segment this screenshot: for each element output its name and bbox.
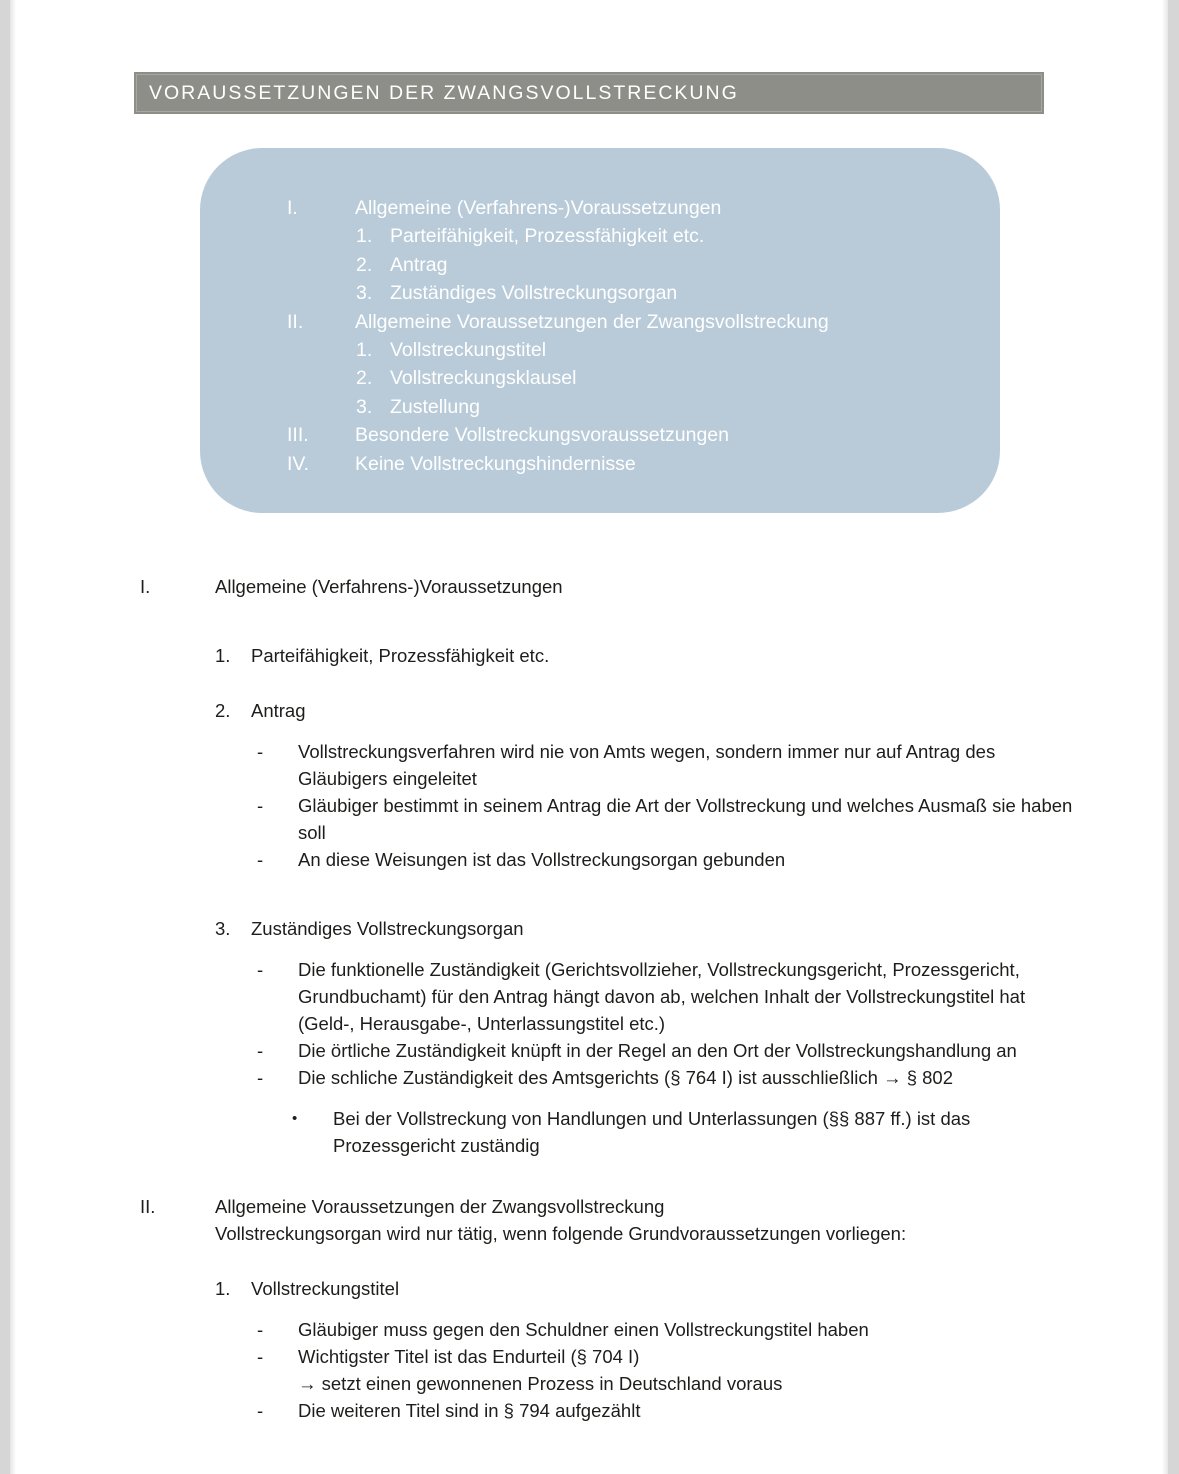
subsection-title: Zuständiges Vollstreckungsorgan <box>251 918 524 939</box>
outline-item-label: Allgemeine Voraussetzungen der Zwangsvollstreckung <box>355 310 829 333</box>
section-marker: I. <box>140 576 151 597</box>
outline-item <box>200 393 1000 421</box>
outline-item <box>200 251 1000 279</box>
subsection-marker: 1. <box>215 645 231 666</box>
subsection-marker: 3. <box>215 918 231 939</box>
outline-item <box>200 336 1000 364</box>
dash-bullet-item <box>10 956 1168 1037</box>
subsection-heading <box>10 915 1168 942</box>
section-marker: II. <box>140 1196 156 1217</box>
outline-item-marker: 1. <box>356 339 373 362</box>
outline-item-label: Keine Vollstreckungshindernisse <box>355 452 636 475</box>
outline-item-label: Besondere Vollstreckungsvoraussetzungen <box>355 424 729 447</box>
spacer <box>10 942 1168 956</box>
outline-item <box>200 450 1000 478</box>
document-page <box>10 0 1168 1474</box>
dash-bullet-text: Gläubiger bestimmt in seinem Antrag die Art der Vollstreckung und welches Ausmaß sie haben soll <box>298 795 1073 843</box>
round-bullet-icon: • <box>292 1110 298 1127</box>
outline-item-marker: 3. <box>356 395 373 418</box>
dash-bullet-item <box>10 1343 1168 1370</box>
spacer <box>10 873 1168 915</box>
dash-bullet-icon: - <box>257 1346 264 1367</box>
document-title-banner <box>134 72 1044 114</box>
page-title: VORAUSSETZUNGEN DER ZWANGSVOLLSTRECKUNG <box>149 81 739 104</box>
outline-item <box>200 222 1000 250</box>
section-title: Allgemeine Voraussetzungen der Zwangsvollstreckung <box>215 1196 665 1217</box>
round-bullet-item <box>10 1105 1168 1159</box>
dash-bullet-item <box>10 846 1168 873</box>
outline-item-marker: 2. <box>356 367 373 390</box>
dash-bullet-icon: - <box>257 959 264 980</box>
dash-bullet-text: Die weiteren Titel sind in § 794 aufgezählt <box>298 1400 641 1421</box>
section-heading-roman <box>10 1193 1168 1247</box>
dash-bullet-text: Die schliche Zuständigkeit des Amtsgerichts (§ 764 I) ist ausschließlich → § 802 <box>298 1067 953 1088</box>
outline-item-label: Allgemeine (Verfahrens-)Voraussetzungen <box>355 197 722 219</box>
outline-item-marker: I. <box>287 197 298 219</box>
outline-item-label: Zustellung <box>390 395 480 418</box>
outline-item-label: Antrag <box>390 253 448 276</box>
dash-bullet-text: Vollstreckungsverfahren wird nie von Amts wegen, sondern immer nur auf Antrag des Gläubigers eingeleitet <box>298 741 996 789</box>
dash-bullet-item <box>10 792 1168 846</box>
outline-item <box>200 279 1000 307</box>
section-title: Allgemeine (Verfahrens-)Voraussetzungen <box>215 576 563 597</box>
dash-bullet-text: An diese Weisungen ist das Vollstreckungsorgan gebunden <box>298 849 786 870</box>
dash-bullet-icon: - <box>257 1067 264 1088</box>
subsection-heading <box>10 642 1168 669</box>
subsection-title: Parteifähigkeit, Prozessfähigkeit etc. <box>251 645 550 666</box>
outline-item-marker: 3. <box>356 282 373 305</box>
dash-bullet-icon: - <box>257 1319 264 1340</box>
outline-item-marker: 2. <box>356 253 373 276</box>
spacer <box>10 1091 1168 1105</box>
dash-bullet-text: Gläubiger muss gegen den Schuldner einen Vollstreckungstitel haben <box>298 1319 869 1340</box>
outline-item-marker: IV. <box>287 452 310 475</box>
dash-bullet-icon: - <box>257 1040 264 1061</box>
dash-bullet-item <box>10 1064 1168 1091</box>
round-bullet-text: Bei der Vollstreckung von Handlungen und Unterlassungen (§§ 887 ff.) ist das Prozessgericht zuständig <box>333 1108 971 1156</box>
section-heading-roman <box>10 573 1168 600</box>
subsection-heading <box>10 1275 1168 1302</box>
spacer <box>10 669 1168 697</box>
subsection-title: Vollstreckungstitel <box>251 1278 400 1299</box>
subsection-marker: 2. <box>215 700 231 721</box>
subsection-title: Antrag <box>251 700 306 721</box>
outline-item-label: Vollstreckungstitel <box>390 339 547 362</box>
dash-bullet-icon: - <box>257 741 264 762</box>
dash-bullet-icon: - <box>257 1400 264 1421</box>
outline-item-label: Vollstreckungsklausel <box>390 367 577 390</box>
dash-bullet-item <box>10 738 1168 792</box>
dash-bullet-text: Die örtliche Zuständigkeit knüpft in der Regel an den Ort der Vollstreckungshandlung an <box>298 1040 1017 1061</box>
outline-item <box>200 194 1000 222</box>
outline-item-label: Parteifähigkeit, Prozessfähigkeit etc. <box>390 225 705 248</box>
outline-list <box>200 194 1000 478</box>
dash-bullet-item <box>10 1316 1168 1343</box>
outline-item <box>200 308 1000 336</box>
spacer <box>10 724 1168 738</box>
dash-bullet-icon: - <box>257 795 264 816</box>
dash-bullet-text: Die funktionelle Zuständigkeit (Gerichtsvollzieher, Vollstreckungsgericht, Prozessgericht, Grundbuchamt) für den Antrag hängt davon ab, welchen Inhalt der Vollstreckungstitel hat (Geld-, Herausgabe-, Unterlassungstitel etc.) <box>298 959 1026 1034</box>
spacer <box>10 1159 1168 1193</box>
spacer <box>10 1302 1168 1316</box>
outline-summary-box <box>200 148 1000 513</box>
dash-bullet-continuation: → setzt einen gewonnenen Prozess in Deutschland voraus <box>298 1373 783 1394</box>
outline-item <box>200 421 1000 449</box>
spacer <box>10 600 1168 642</box>
dash-bullet-item <box>10 1037 1168 1064</box>
spacer <box>10 1247 1168 1275</box>
outline-item-marker: III. <box>287 424 309 447</box>
dash-bullet-item <box>10 1397 1168 1424</box>
outline-item <box>200 364 1000 392</box>
section-subtitle: Vollstreckungsorgan wird nur tätig, wenn folgende Grundvoraussetzungen vorliegen: <box>215 1223 907 1244</box>
outline-item-marker: II. <box>287 310 304 333</box>
subsection-heading <box>10 697 1168 724</box>
subsection-marker: 1. <box>215 1278 231 1299</box>
dash-bullet-icon: - <box>257 849 264 870</box>
outline-item-marker: 1. <box>356 225 373 248</box>
document-body <box>10 573 1168 1424</box>
dash-bullet-text: Wichtigster Titel ist das Endurteil (§ 704 I) <box>298 1346 640 1367</box>
title-banner-inner-border <box>136 74 1042 112</box>
outline-item-label: Zuständiges Vollstreckungsorgan <box>390 282 678 305</box>
